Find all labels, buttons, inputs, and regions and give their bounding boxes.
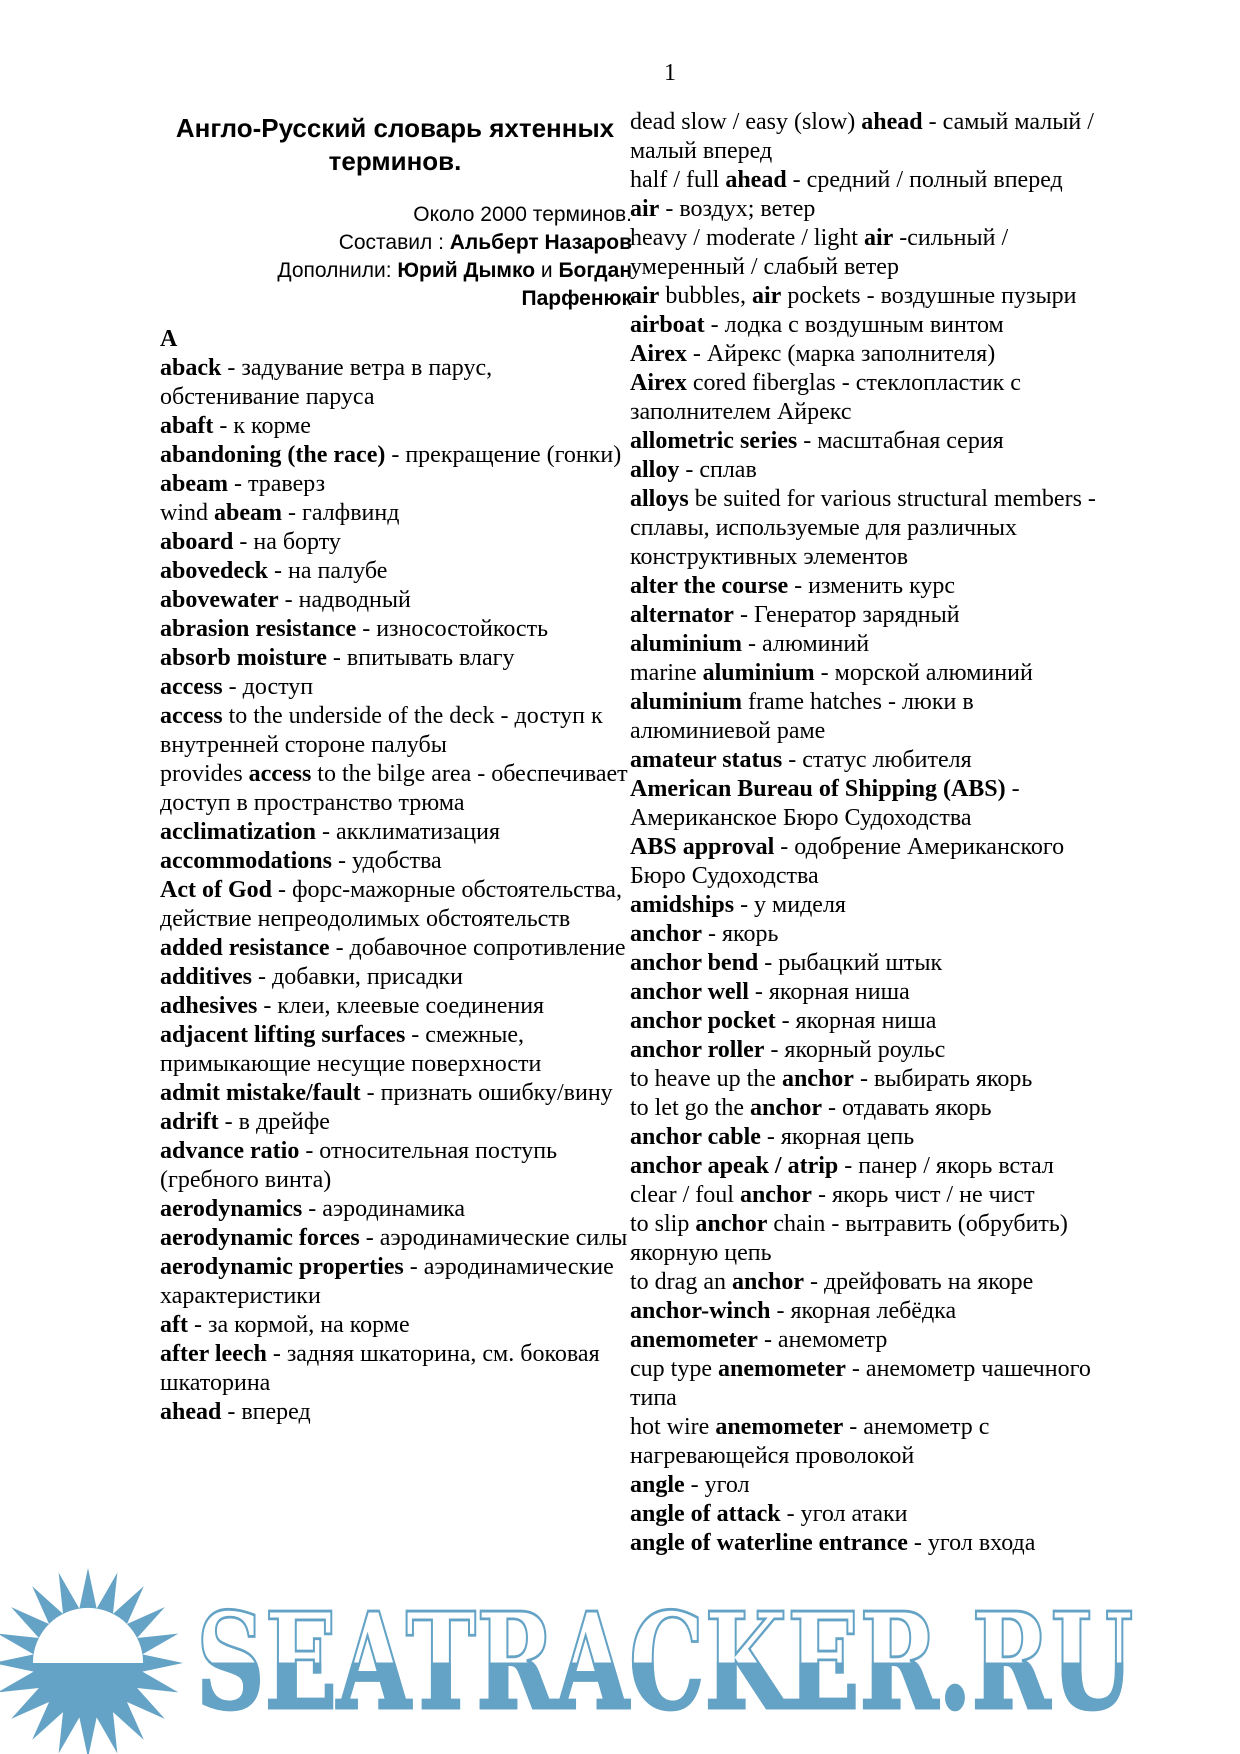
term-text: - Американское Бюро Судоходства	[630, 776, 1020, 831]
term-bold: anchor pocket	[630, 1008, 776, 1034]
dictionary-entry	[160, 441, 634, 470]
term-bold: ABS approval	[630, 834, 775, 860]
term-text: bubbles,	[659, 283, 752, 309]
term-text: - статус любителя	[782, 747, 972, 773]
term-text: - смежные, примыкающие несущие поверхности	[160, 1022, 542, 1077]
term-bold: amidships	[630, 892, 735, 918]
term-text: wind	[160, 500, 214, 526]
term-text: dead slow / easy (slow)	[630, 109, 862, 135]
dictionary-entry	[630, 1297, 1112, 1326]
term-text: cup type	[630, 1356, 718, 1382]
dictionary-entry	[630, 311, 1112, 340]
dictionary-entry	[630, 224, 1112, 282]
dictionary-entry	[630, 659, 1112, 688]
term-text: to let go the	[630, 1095, 750, 1121]
dictionary-entry	[630, 920, 1112, 949]
dictionary-entry	[160, 586, 634, 615]
term-text: provides	[160, 761, 249, 787]
term-text: - одобрение Американского Бюро Судоходства	[630, 834, 1065, 889]
dictionary-entry	[160, 1079, 634, 1108]
term-bold: aluminium	[630, 631, 743, 657]
term-text: - якорь чист / не чист	[811, 1182, 1035, 1208]
term-text: Около 2000 терминов.	[413, 203, 632, 226]
dictionary-entry	[160, 557, 634, 586]
term-bold: Юрий Дымко	[397, 259, 536, 282]
dictionary-entry	[160, 760, 634, 818]
term-text: - признать ошибку/вину	[360, 1080, 613, 1106]
term-text: clear / foul	[630, 1182, 740, 1208]
term-text: - угол входа	[907, 1530, 1036, 1556]
term-text: pockets - воздушные пузыри	[781, 283, 1077, 309]
dictionary-entry	[160, 1253, 634, 1311]
term-text: - удобства	[331, 848, 442, 874]
dictionary-column-right	[630, 108, 1112, 1558]
dictionary-entry	[160, 1021, 634, 1079]
term-text: - якорная ниша	[748, 979, 910, 1005]
term-text: cored fiberglas - стеклопластик с заполнителем Айрекс	[630, 370, 1021, 425]
term-text: - задняя шкаторина, см. боковая шкаторина	[160, 1341, 600, 1396]
dictionary-entry	[630, 601, 1112, 630]
term-bold: aboard	[160, 529, 234, 555]
dictionary-entry	[160, 615, 634, 644]
dictionary-entry	[160, 847, 634, 876]
dictionary-entry	[160, 1108, 634, 1137]
dictionary-entry	[630, 1413, 1112, 1471]
term-text: - самый малый / малый вперед	[630, 109, 1094, 164]
term-text: - воздух; ветер	[659, 196, 816, 222]
dictionary-entry	[160, 1311, 634, 1340]
page-title-line2: терминов.	[328, 146, 462, 176]
term-text: - якорная ниша	[775, 1008, 937, 1034]
dictionary-entry	[630, 1181, 1112, 1210]
dictionary-entry	[160, 1195, 634, 1224]
term-text: to slip	[630, 1211, 696, 1237]
dictionary-entry	[630, 1036, 1112, 1065]
dictionary-entry	[630, 1210, 1112, 1268]
dictionary-entry	[630, 630, 1112, 659]
term-bold: allometric series	[630, 428, 798, 454]
term-text: - у миделя	[734, 892, 846, 918]
dictionary-entry	[160, 1398, 634, 1427]
term-bold: aft	[160, 1312, 188, 1338]
dictionary-column-left	[160, 325, 634, 1427]
credit-line	[160, 285, 632, 313]
term-text: - за кормой, на корме	[187, 1312, 410, 1338]
dictionary-entry	[630, 166, 1112, 195]
term-bold: Airex	[630, 370, 687, 396]
term-text: - доступ	[222, 674, 314, 700]
term-text: - масштабная серия	[797, 428, 1004, 454]
dictionary-entry	[630, 1268, 1112, 1297]
dictionary-entry	[630, 572, 1112, 601]
term-bold: ahead	[725, 167, 787, 193]
term-bold: abaft	[160, 413, 214, 439]
term-text: Составил :	[338, 231, 450, 254]
term-bold: anchor well	[630, 979, 749, 1005]
term-text: - анемометр с нагревающейся проволокой	[630, 1414, 990, 1469]
page-title	[158, 112, 632, 178]
term-text: - на борту	[233, 529, 341, 555]
term-bold: ahead	[861, 109, 923, 135]
term-text: - морской алюминий	[814, 660, 1033, 686]
term-text: - в дрейфе	[218, 1109, 330, 1135]
term-bold: aerodynamic forces	[160, 1225, 360, 1251]
term-text: и	[535, 259, 559, 282]
term-text: frame hatches - люки в алюминиевой раме	[630, 689, 974, 744]
term-bold: abandoning (the race)	[160, 442, 386, 468]
term-bold: aluminium	[702, 660, 815, 686]
term-bold: anemometer	[630, 1327, 758, 1353]
term-text: - алюминий	[742, 631, 870, 657]
dictionary-entry	[630, 1123, 1112, 1152]
term-bold: anchor	[630, 921, 702, 947]
term-bold: abovewater	[160, 587, 279, 613]
term-text: - добавки, присадки	[252, 964, 463, 990]
dictionary-entry	[160, 963, 634, 992]
term-bold: alternator	[630, 602, 734, 628]
term-bold: advance ratio	[160, 1138, 300, 1164]
term-text: chain - вытравить (обрубить) якорную цепь	[630, 1211, 1068, 1266]
term-bold: access	[248, 761, 312, 787]
term-text: - угол атаки	[780, 1501, 908, 1527]
dictionary-entry	[630, 369, 1112, 427]
term-text: - акклиматизация	[315, 819, 500, 845]
term-text: to the underside of the deck - доступ к внутренней стороне палубы	[160, 703, 603, 758]
term-bold: additives	[160, 964, 253, 990]
term-bold: anchor apeak / atrip	[630, 1153, 839, 1179]
term-text: - сплав	[679, 457, 757, 483]
dictionary-entry	[630, 775, 1112, 833]
term-bold: airboat	[630, 312, 705, 338]
dictionary-entry	[630, 282, 1112, 311]
dictionary-entry	[630, 1094, 1112, 1123]
term-bold: air	[630, 196, 660, 222]
term-text: heavy / moderate / light	[630, 225, 864, 251]
term-text: - анемометр	[757, 1327, 888, 1353]
term-bold: abeam	[214, 500, 282, 526]
dictionary-entry	[160, 528, 634, 557]
term-text: - относительная поступь (гребного винта)	[160, 1138, 558, 1193]
dictionary-entry	[630, 1007, 1112, 1036]
term-text: - добавочное сопротивление	[329, 935, 626, 961]
credit-line	[160, 257, 632, 285]
dictionary-entry	[160, 325, 634, 354]
term-text: - галфвинд	[282, 500, 400, 526]
term-text: Дополнили:	[277, 259, 398, 282]
dictionary-entry	[630, 195, 1112, 224]
term-text: hot wire	[630, 1414, 716, 1440]
dictionary-entry	[160, 412, 634, 441]
term-bold: A	[160, 326, 178, 352]
dictionary-entry	[160, 818, 634, 847]
term-text: - якорь	[702, 921, 779, 947]
term-text: be suited for various structural members - сплавы, используемые для различных конструктивных элементов	[630, 486, 1096, 570]
term-bold: anchor	[731, 1269, 804, 1295]
term-text: - форс-мажорные обстоятельства, действие непреодолимых обстоятельств	[160, 877, 622, 932]
term-text: - Айрекс (марка заполнителя)	[686, 341, 996, 367]
term-bold: abeam	[160, 471, 228, 497]
term-text: - дрейфовать на якоре	[803, 1269, 1034, 1295]
term-bold: anchor	[739, 1182, 812, 1208]
term-bold: aerodynamics	[160, 1196, 303, 1222]
term-text: - отдавать якорь	[821, 1095, 992, 1121]
term-text: marine	[630, 660, 703, 686]
term-bold: Альберт Назаров	[449, 231, 632, 254]
term-bold: alter the course	[630, 573, 789, 599]
term-bold: access	[160, 674, 223, 700]
term-text: - траверз	[228, 471, 326, 497]
dictionary-entry	[630, 1326, 1112, 1355]
term-text: - аэродинамика	[302, 1196, 466, 1222]
term-text: - Генератор зарядный	[733, 602, 960, 628]
dictionary-entry	[630, 1355, 1112, 1413]
dictionary-entry	[160, 934, 634, 963]
dictionary-entry	[630, 1065, 1112, 1094]
term-bold: angle	[630, 1472, 685, 1498]
term-bold: adjacent lifting surfaces	[160, 1022, 406, 1048]
dictionary-entry	[630, 108, 1112, 166]
term-text: - выбирать якорь	[853, 1066, 1033, 1092]
dictionary-entry	[630, 1471, 1112, 1500]
credit-line	[160, 229, 632, 257]
term-text: -сильный / умеренный / слабый ветер	[630, 225, 1009, 280]
dictionary-entry	[630, 891, 1112, 920]
term-bold: angle of attack	[630, 1501, 781, 1527]
term-bold: abovedeck	[160, 558, 268, 584]
term-bold: anchor	[695, 1211, 768, 1237]
term-bold: anemometer	[717, 1356, 846, 1382]
term-bold: after leech	[160, 1341, 267, 1367]
dictionary-entry	[630, 949, 1112, 978]
term-text: - аэродинамические силы	[359, 1225, 628, 1251]
term-bold: alloys	[630, 486, 689, 512]
term-text: to drag an	[630, 1269, 732, 1295]
term-bold: aluminium	[630, 689, 743, 715]
dictionary-entry	[630, 1529, 1112, 1558]
term-bold: anchor-winch	[630, 1298, 771, 1324]
term-bold: Парфенюк	[521, 287, 632, 310]
term-text: - впитывать влагу	[326, 645, 515, 671]
term-text: - панер / якорь встал	[838, 1153, 1054, 1179]
term-text: - рыбацкий штык	[758, 950, 943, 976]
term-bold: Airex	[630, 341, 687, 367]
term-text: - задувание ветра в парус, обстенивание паруса	[160, 355, 493, 410]
term-bold: acclimatization	[160, 819, 316, 845]
watermark-text: SEATRACKER.RU	[196, 1584, 1134, 1741]
term-text: - анемометр чашечного типа	[630, 1356, 1091, 1411]
dictionary-entry	[630, 456, 1112, 485]
term-bold: air	[752, 283, 782, 309]
term-bold: anemometer	[715, 1414, 844, 1440]
dictionary-entry	[160, 1224, 634, 1253]
term-bold: Act of God	[160, 877, 272, 903]
term-bold: ahead	[160, 1399, 222, 1425]
term-bold: anchor roller	[630, 1037, 765, 1063]
dictionary-entry	[160, 644, 634, 673]
term-bold: anchor bend	[630, 950, 759, 976]
dictionary-entry	[630, 978, 1112, 1007]
term-text: to the bilge area - обеспечивает доступ в пространство трюма	[160, 761, 628, 816]
term-text: - изменить курс	[788, 573, 956, 599]
term-bold: absorb moisture	[160, 645, 327, 671]
dictionary-entry	[160, 354, 634, 412]
term-bold: access	[160, 703, 223, 729]
term-text: - надводный	[278, 587, 411, 613]
term-text: - на палубе	[268, 558, 388, 584]
dictionary-entry	[630, 340, 1112, 369]
dictionary-entry	[160, 992, 634, 1021]
dictionary-entry	[160, 673, 634, 702]
sun-logo-icon	[0, 1568, 183, 1754]
term-bold: anchor	[781, 1066, 854, 1092]
term-text: - лодка с воздушным винтом	[704, 312, 1004, 338]
term-text: - аэродинамические характеристики	[160, 1254, 614, 1309]
term-text: - угол	[684, 1472, 750, 1498]
credits-block	[160, 201, 632, 313]
dictionary-entry	[630, 746, 1112, 775]
term-bold: alloy	[630, 457, 680, 483]
term-text: - вперед	[221, 1399, 311, 1425]
term-bold: Богдан	[558, 259, 632, 282]
term-bold: abrasion resistance	[160, 616, 357, 642]
dictionary-entry	[630, 485, 1112, 572]
credit-line	[160, 201, 632, 229]
term-bold: admit mistake/fault	[160, 1080, 361, 1106]
term-bold: anchor	[749, 1095, 822, 1121]
dictionary-entry	[630, 833, 1112, 891]
term-bold: amateur status	[630, 747, 783, 773]
dictionary-entry	[160, 1137, 634, 1195]
term-text: - якорная лебёдка	[770, 1298, 957, 1324]
dictionary-entry	[630, 1500, 1112, 1529]
term-bold: accommodations	[160, 848, 332, 874]
term-bold: air	[863, 225, 894, 251]
term-bold: adrift	[160, 1109, 219, 1135]
dictionary-entry	[160, 876, 634, 934]
dictionary-entry	[160, 470, 634, 499]
term-text: - к корме	[213, 413, 311, 439]
dictionary-entry	[630, 1152, 1112, 1181]
term-text: - износостойкость	[356, 616, 549, 642]
term-bold: air	[630, 283, 660, 309]
term-text: - средний / полный вперед	[786, 167, 1063, 193]
dictionary-entry	[160, 499, 634, 528]
term-bold: angle of waterline entrance	[630, 1530, 908, 1556]
term-bold: adhesives	[160, 993, 258, 1019]
dictionary-entry	[630, 688, 1112, 746]
term-bold: aback	[160, 355, 222, 381]
term-text: - прекращение (гонки)	[385, 442, 622, 468]
term-text: - якорный роульс	[764, 1037, 946, 1063]
term-text: half / full	[630, 167, 726, 193]
term-bold: added resistance	[160, 935, 330, 961]
page-number: 1	[664, 60, 676, 86]
dictionary-entry	[160, 702, 634, 760]
term-bold: anchor cable	[630, 1124, 761, 1150]
dictionary-entry	[630, 427, 1112, 456]
dictionary-entry	[160, 1340, 634, 1398]
term-text: - якорная цепь	[760, 1124, 915, 1150]
term-bold: American Bureau of Shipping (ABS)	[630, 776, 1006, 802]
term-text: - клеи, клеевые соединения	[257, 993, 545, 1019]
term-text: to heave up the	[630, 1066, 782, 1092]
page-title-line1: Англо-Русский словарь яхтенных	[175, 113, 615, 143]
term-bold: aerodynamic properties	[160, 1254, 404, 1280]
